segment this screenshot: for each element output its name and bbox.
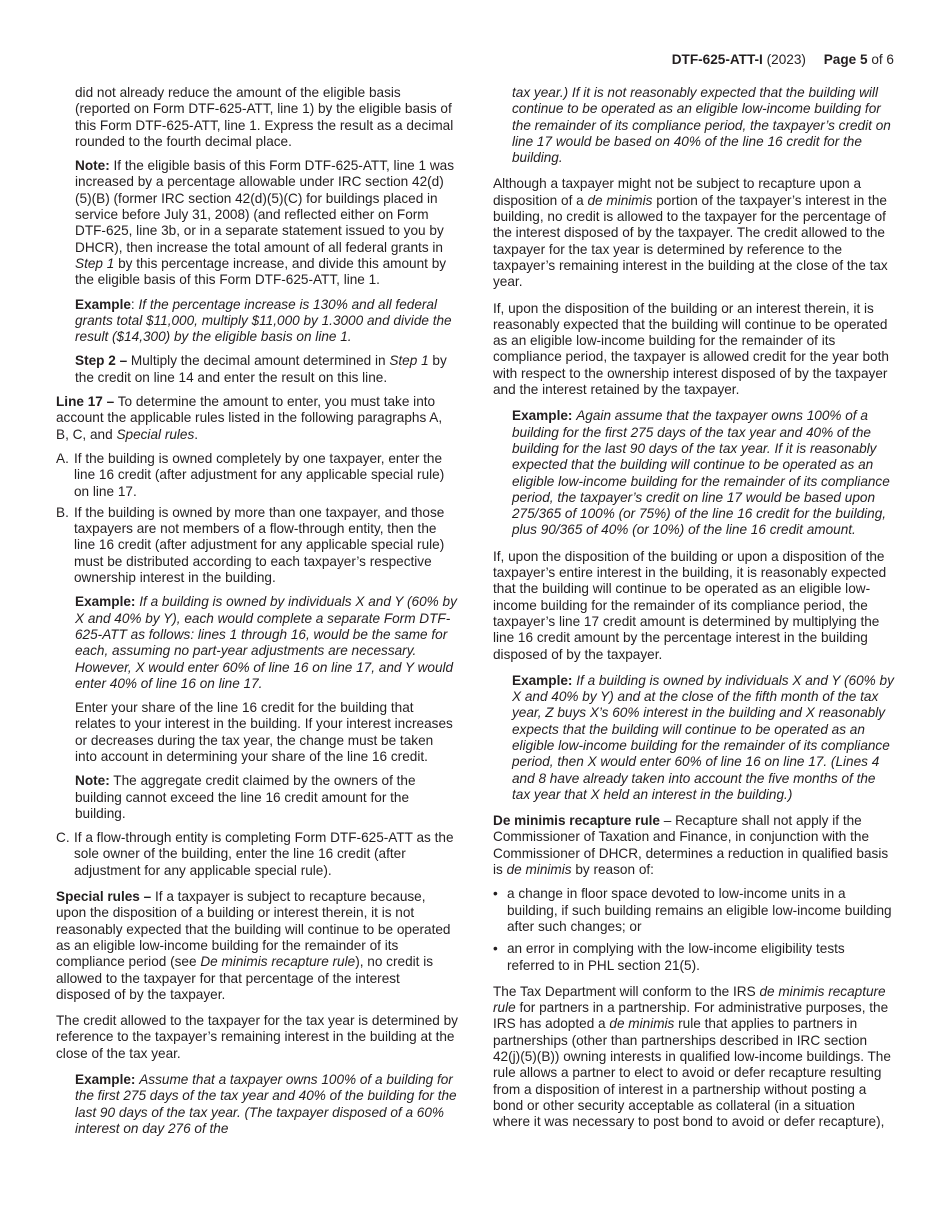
paragraph-b: B. If the building is owned by more than one taxpayer, and those taxpayers are not members of a flow-through entity, then the line 16 credit (after adjustment for any applicable special rule) must be distributed according to each taxpayer’s respective ownership interest in the building.	[56, 504, 445, 586]
line-17-instructions: Line 17 – To determine the amount to enter, you must take into account the applicable rules listed in the following paragraphs A, B, C, and Special rules.	[56, 394, 443, 442]
disposition-paragraph: If, upon the disposition of the building or an interest therein, it is reasonably expected that the building will continue to be operated as an eligible low-income building for the remainder of its compliance period, the taxpayer is allowed credit for the year both with respect to the ownership interest disposed of by the taxpayer and the interest retained by the taxpayer.	[493, 300, 889, 398]
bullet-floor-space: • a change in floor space devoted to low-income units in a building, if such building remains an eligible low-income building after such changes; or	[493, 886, 892, 934]
example-275-days: Example: Again assume that the taxpayer owns 100% of a building for the first 275 days of the tax year and 40% of the building for the last 90 days of the tax year. If it is reasonably expected that the building will continue to be operated as an eligible low-income building for the remainder of its compliance period, the taxpayer’s credit on line 17 would be based upon 275/365 of 100% (or 75%) of the line 16 credit for the building, plus 90/365 of 40% (or 10%) of the line 16 credit amount.	[512, 408, 890, 538]
paragraph-a: A. If the building is owned completely by one taxpayer, enter the line 16 credit (after adjustment for any applicable special rule) on line 17.	[56, 450, 445, 499]
entire-interest-paragraph: If, upon the disposition of the building or upon a disposition of the taxpayer’s entire interest in the building, it is reasonably expected that the building will continue to be operated as an eligible low-income building for the remainder of its compliance period, the taxpayer’s line 17 credit amount is determined by multiplying the line 16 credit amount by the percentage interest in the building disposed of by the taxpayer.	[493, 548, 887, 662]
form-year: (2023)	[766, 52, 806, 67]
special-rules: Special rules – If a taxpayer is subject to recapture because, upon the disposition of a building or interest therein, it is not reasonably expected that the building will continue to be operated as an eligible low-income building for the remainder of its compliance period (see De minimis recapture rule), no credit is allowed to the taxpayer for that percentage of the interest disposed of by the taxpayer.	[56, 889, 451, 1002]
example-percentage-increase: Example: If the percentage increase is 130% and all federal grants total $11,000, multiply $11,000 by 1.3000 and divide the result ($14,300) by the eligible basis on line 1.	[75, 296, 452, 345]
example-x-and-y: Example: If a building is owned by individuals X and Y (60% by X and 40% by Y), each would complete a separate Form DTF-625-ATT as follows: lines 1 through 16, would be the same for each, assuming no part-year adjustments are necessary. However, X would enter 60% of line 16 on line 17, and Y would enter 40% of line 16 on line 17.	[75, 594, 457, 691]
note-federal-grants: Note: If the eligible basis of this Form DTF-625-ATT, line 1 was increased by a percentage allowable under IRC section 42(d)(5)(B) (former IRC section 42(d)(5)(C) for buildings placed in service before July 31, 2008) (and reflected either on Form DTF-625, line 3b, or in a separate statement issued to you by DHCR), then increase the total amount of all federal grants in Step 1 by this percentage increase, and divide this amount by the eligible basis of this Form DTF-625-ATT, line 1.	[75, 158, 454, 288]
page-total: of 6	[871, 52, 894, 67]
tax-department-paragraph: The Tax Department will conform to the IRS de minimis recapture rule for partners in a partnership. For administrative purposes, the IRS has adopted a de minimis rule that applies to partners in partnerships (other than partnerships described in IRC section 42(j)(5)(B)) owning interests in qualified low-income buildings. The rule allows a partner to elect to avoid or defer recapture resulting from a disposition of interest in a partnership without posting a bond or other security acceptable as collateral (in a situation where it was necessary to post bond to avoid or defer recapture),	[493, 983, 891, 1130]
form-code: DTF-625-ATT-I	[671, 52, 763, 67]
although-paragraph: Although a taxpayer might not be subject to recapture upon a disposition of a de minimis portion of the taxpayer’s interest in the building, no credit is allowed to the taxpayer for the percentage of the interest disposed of by the taxpayer. The credit allowed to the taxpayer for the tax year is determined by reference to the taxpayer’s remaining interest in the building at the close of the tax year.	[493, 176, 888, 290]
step1-continuation: did not already reduce the amount of the eligible basis (reported on Form DTF-625-ATT, line 1) by the eligible basis of this Form DTF-625-ATT, line 1. Express the result as a decimal rounded to the fourth decimal place.	[75, 85, 454, 149]
page-number: Page 5	[823, 52, 868, 67]
enter-your-share: Enter your share of the line 16 credit for the building that relates to your interest in the building. If your interest increases or decreases during the tax year, the change must be taken into account in determining your share of the line 16 credit.	[75, 700, 453, 764]
credit-allowed: The credit allowed to the taxpayer for the tax year is determined by reference to the taxpayer’s remaining interest in the building at the close of the tax year.	[56, 1013, 458, 1061]
left-column	[56, 85, 458, 1145]
example-continuation: tax year.) If it is not reasonably expected that the building will continue to be operated as an eligible low-income building for the remainder of its compliance period, the taxpayer’s credit on line 17 would be based on 40% of the line 16 credit for the building.	[512, 85, 891, 166]
right-column	[493, 85, 895, 1139]
example-z-buys: Example: If a building is owned by individuals X and Y (60% by X and 40% by Y) and at the close of the fifth month of the tax year, Z buys X’s 60% interest in the building and X reasonably expects that the building will continue to be operated as an eligible low-income building for the remainder of its compliance period, then X would enter 60% of line 16 on line 17. (Lines 4 and 8 have already taken into account the five months of the tax year that X held an interest in the building.)	[512, 672, 894, 802]
de-minimis-rule: De minimis recapture rule – Recapture shall not apply if the Commissioner of Taxation and Finance, in conjunction with the Commissioner of DHCR, determines a reduction in qualified basis is de minimis by reason of:	[493, 813, 889, 878]
step-2: Step 2 – Multiply the decimal amount determined in Step 1 by the credit on line 14 and enter the result on this line.	[75, 353, 447, 385]
note-aggregate-credit: Note: The aggregate credit claimed by the owners of the building cannot exceed the line 16 credit amount for the building.	[75, 773, 416, 821]
bullet-eligibility-error: • an error in complying with the low-income eligibility tests referred to in PHL section 21(5).	[493, 941, 845, 973]
example-100-percent: Example: Assume that a taxpayer owns 100% of a building for the first 275 days of the tax year and 40% of the building for the last 90 days of the tax year. (The taxpayer disposed of a 60% interest on day 276 of the	[75, 1072, 457, 1136]
paragraph-c: C. If a flow-through entity is completing Form DTF-625-ATT as the sole owner of the building, enter the line 16 credit (after adjustment for any applicable special rule).	[56, 830, 454, 878]
page-header	[672, 52, 894, 68]
